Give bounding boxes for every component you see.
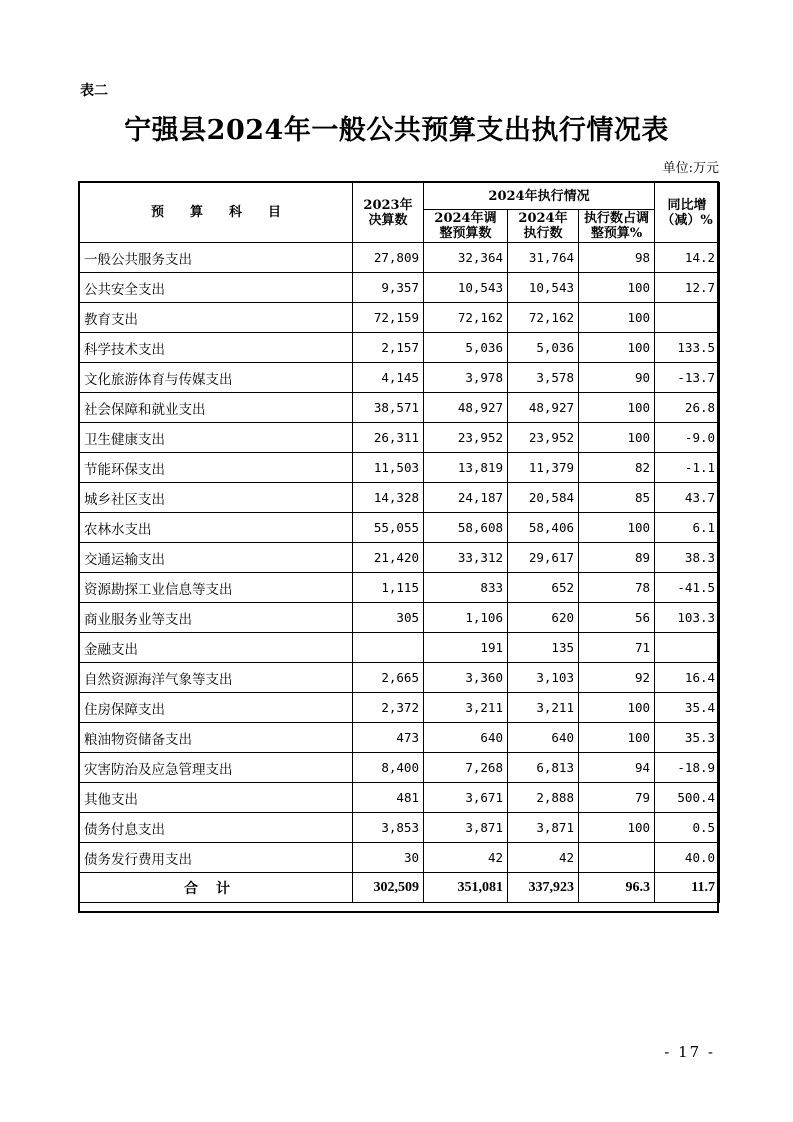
row-final-2023: 72,159 [353,303,424,333]
row-final-2023: 9,357 [353,273,424,303]
document-title: 宁强县2024年一般公共预算支出执行情况表 [124,115,669,146]
row-yoy [655,633,720,663]
header-pct-of-budget: 执行数占调整预算% [579,210,655,243]
row-final-2023: 26,311 [353,423,424,453]
total-executed: 337,923 [508,873,579,903]
row-subject: 节能环保支出 [80,453,353,483]
row-executed: 3,578 [508,363,579,393]
row-subject: 公共安全支出 [80,273,353,303]
row-yoy: -18.9 [655,753,720,783]
row-adjusted: 7,268 [424,753,508,783]
row-pct: 100 [579,513,655,543]
table-row [80,843,720,873]
row-executed: 29,617 [508,543,579,573]
row-adjusted: 48,927 [424,393,508,423]
row-subject: 农林水支出 [80,513,353,543]
row-adjusted: 833 [424,573,508,603]
row-executed: 10,543 [508,273,579,303]
row-yoy: 16.4 [655,663,720,693]
table-row [80,573,720,603]
row-subject: 金融支出 [80,633,353,663]
table-label: 表二 [80,83,108,99]
header-final-2023: 2023年决算数 [353,183,424,243]
table-row [80,543,720,573]
table-row [80,483,720,513]
row-pct: 92 [579,663,655,693]
total-adjusted: 351,081 [424,873,508,903]
row-pct: 100 [579,333,655,363]
table-row [80,603,720,633]
row-yoy [655,303,720,333]
row-yoy: 12.7 [655,273,720,303]
header-subject: 预 算 科 目 [80,183,353,243]
total-final-2023: 302,509 [353,873,424,903]
table-row [80,663,720,693]
row-yoy: -9.0 [655,423,720,453]
row-final-2023: 3,853 [353,813,424,843]
row-executed: 620 [508,603,579,633]
row-adjusted: 191 [424,633,508,663]
total-row [80,873,720,903]
row-yoy: 38.3 [655,543,720,573]
row-final-2023: 481 [353,783,424,813]
row-pct [579,843,655,873]
row-pct: 100 [579,723,655,753]
total-label: 合计 [80,873,353,903]
row-subject: 交通运输支出 [80,543,353,573]
row-yoy: -1.1 [655,453,720,483]
row-executed: 5,036 [508,333,579,363]
row-subject: 卫生健康支出 [80,423,353,453]
row-final-2023: 8,400 [353,753,424,783]
header-adjusted-budget: 2024年调整预算数 [424,210,508,243]
row-executed: 2,888 [508,783,579,813]
row-adjusted: 1,106 [424,603,508,633]
row-pct: 100 [579,273,655,303]
table-row [80,303,720,333]
unit-note: 单位:万元 [662,161,719,176]
row-pct: 79 [579,783,655,813]
row-yoy: 0.5 [655,813,720,843]
row-subject: 资源勘探工业信息等支出 [80,573,353,603]
row-adjusted: 23,952 [424,423,508,453]
row-final-2023: 2,372 [353,693,424,723]
row-final-2023: 11,503 [353,453,424,483]
row-subject: 社会保障和就业支出 [80,393,353,423]
row-subject: 住房保障支出 [80,693,353,723]
row-pct: 100 [579,393,655,423]
row-final-2023: 1,115 [353,573,424,603]
row-yoy: -13.7 [655,363,720,393]
table-body [80,243,720,873]
total-yoy: 11.7 [655,873,720,903]
row-subject: 粮油物资储备支出 [80,723,353,753]
row-subject: 债务付息支出 [80,813,353,843]
table-row [80,393,720,423]
row-yoy: 103.3 [655,603,720,633]
row-executed: 23,952 [508,423,579,453]
row-executed: 3,103 [508,663,579,693]
budget-expenditure-table [79,182,720,903]
row-adjusted: 58,608 [424,513,508,543]
table-row [80,693,720,723]
row-subject: 科学技术支出 [80,333,353,363]
row-executed: 72,162 [508,303,579,333]
row-executed: 135 [508,633,579,663]
row-adjusted: 24,187 [424,483,508,513]
row-final-2023: 55,055 [353,513,424,543]
row-adjusted: 5,036 [424,333,508,363]
row-pct: 89 [579,543,655,573]
row-subject: 教育支出 [80,303,353,333]
row-adjusted: 3,871 [424,813,508,843]
row-executed: 11,379 [508,453,579,483]
row-adjusted: 3,671 [424,783,508,813]
table-row [80,363,720,393]
page-number: - 17 - [664,1043,715,1061]
row-final-2023: 305 [353,603,424,633]
row-final-2023: 27,809 [353,243,424,273]
header-yoy: 同比增（减）% [655,183,720,243]
row-pct: 71 [579,633,655,663]
row-pct: 100 [579,423,655,453]
row-executed: 3,871 [508,813,579,843]
row-yoy: 43.7 [655,483,720,513]
row-adjusted: 3,978 [424,363,508,393]
row-yoy: 35.4 [655,693,720,723]
row-adjusted: 13,819 [424,453,508,483]
table-row [80,243,720,273]
row-final-2023: 21,420 [353,543,424,573]
table-row [80,633,720,663]
row-yoy: 133.5 [655,333,720,363]
row-yoy: 40.0 [655,843,720,873]
row-pct: 100 [579,693,655,723]
row-pct: 85 [579,483,655,513]
row-yoy: 26.8 [655,393,720,423]
row-pct: 94 [579,753,655,783]
row-subject: 一般公共服务支出 [80,243,353,273]
row-executed: 48,927 [508,393,579,423]
row-pct: 82 [579,453,655,483]
row-adjusted: 640 [424,723,508,753]
row-executed: 20,584 [508,483,579,513]
row-final-2023: 30 [353,843,424,873]
row-final-2023: 2,157 [353,333,424,363]
row-adjusted: 33,312 [424,543,508,573]
row-final-2023: 38,571 [353,393,424,423]
row-yoy: 500.4 [655,783,720,813]
row-executed: 640 [508,723,579,753]
table-row [80,423,720,453]
row-final-2023: 14,328 [353,483,424,513]
table-row [80,783,720,813]
row-pct: 56 [579,603,655,633]
row-subject: 商业服务业等支出 [80,603,353,633]
row-final-2023: 4,145 [353,363,424,393]
row-yoy: -41.5 [655,573,720,603]
header-exec-2024: 2024年执行情况 [424,183,655,210]
row-subject: 城乡社区支出 [80,483,353,513]
header-executed: 2024年执行数 [508,210,579,243]
table-row [80,333,720,363]
row-subject: 债务发行费用支出 [80,843,353,873]
row-executed: 58,406 [508,513,579,543]
row-yoy: 6.1 [655,513,720,543]
row-pct: 100 [579,303,655,333]
row-subject: 其他支出 [80,783,353,813]
row-pct: 98 [579,243,655,273]
row-subject: 灾害防治及应急管理支出 [80,753,353,783]
row-final-2023 [353,633,424,663]
table-row [80,273,720,303]
row-pct: 100 [579,813,655,843]
row-subject: 自然资源海洋气象等支出 [80,663,353,693]
row-subject: 文化旅游体育与传媒支出 [80,363,353,393]
row-executed: 6,813 [508,753,579,783]
row-executed: 31,764 [508,243,579,273]
row-final-2023: 2,665 [353,663,424,693]
row-adjusted: 10,543 [424,273,508,303]
row-yoy: 35.3 [655,723,720,753]
row-adjusted: 3,360 [424,663,508,693]
row-final-2023: 473 [353,723,424,753]
total-pct: 96.3 [579,873,655,903]
table-row [80,723,720,753]
row-executed: 652 [508,573,579,603]
row-adjusted: 72,162 [424,303,508,333]
row-executed: 42 [508,843,579,873]
table-row [80,453,720,483]
row-adjusted: 32,364 [424,243,508,273]
row-pct: 78 [579,573,655,603]
table-row [80,813,720,843]
row-yoy: 14.2 [655,243,720,273]
row-executed: 3,211 [508,693,579,723]
row-adjusted: 3,211 [424,693,508,723]
table-row [80,753,720,783]
row-pct: 90 [579,363,655,393]
table-row [80,513,720,543]
row-adjusted: 42 [424,843,508,873]
